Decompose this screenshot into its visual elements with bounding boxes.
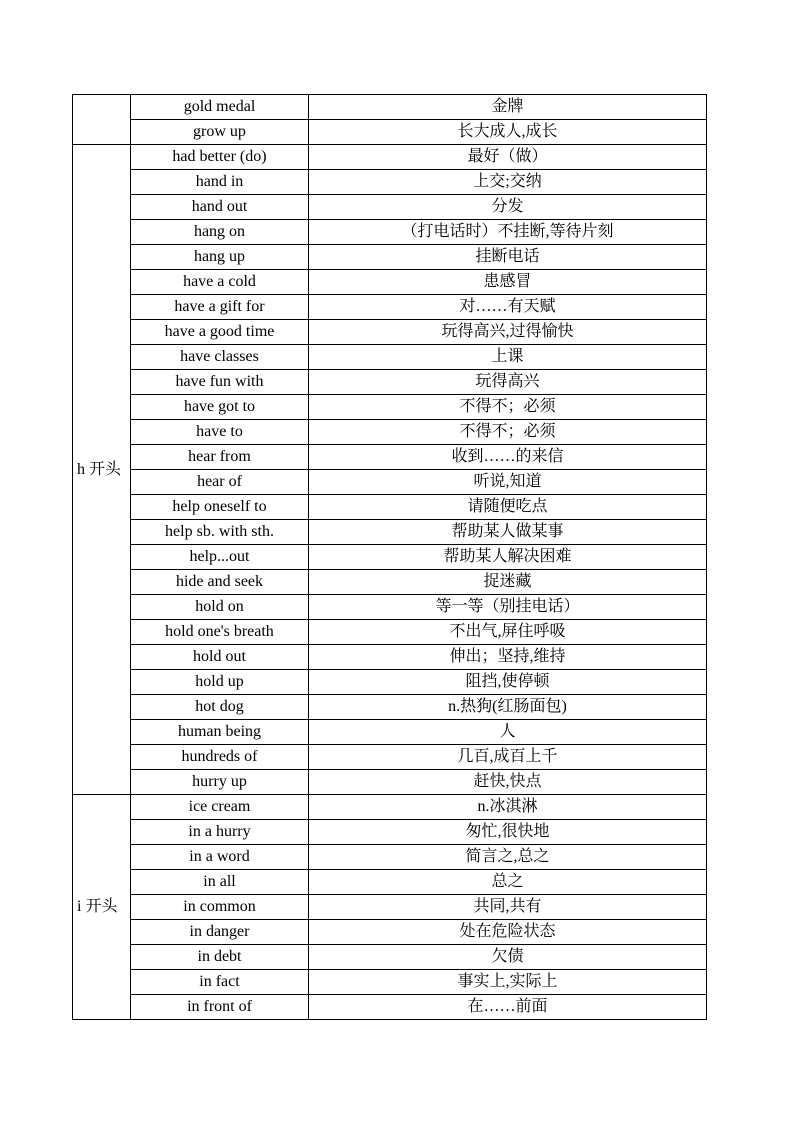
meaning-cell: 匆忙,很快地 xyxy=(309,820,707,845)
table-row xyxy=(73,720,707,745)
phrase-cell: hear from xyxy=(131,445,309,470)
table-row xyxy=(73,320,707,345)
phrase-cell: hang on xyxy=(131,220,309,245)
meaning-cell: 患感冒 xyxy=(309,270,707,295)
meaning-cell: 玩得高兴 xyxy=(309,370,707,395)
phrase-cell: have a gift for xyxy=(131,295,309,320)
table-row xyxy=(73,95,707,120)
table-row xyxy=(73,270,707,295)
meaning-cell: 在……前面 xyxy=(309,995,707,1020)
phrase-cell: hold one's breath xyxy=(131,620,309,645)
table-row xyxy=(73,745,707,770)
table-row xyxy=(73,620,707,645)
phrase-cell: have classes xyxy=(131,345,309,370)
meaning-cell: 人 xyxy=(309,720,707,745)
phrase-cell: gold medal xyxy=(131,95,309,120)
meaning-cell: 几百,成百上千 xyxy=(309,745,707,770)
meaning-cell: 欠债 xyxy=(309,945,707,970)
group-label-cell: i 开头 xyxy=(73,795,131,1020)
phrase-table xyxy=(72,94,707,1020)
table-row xyxy=(73,795,707,820)
phrase-cell: hand in xyxy=(131,170,309,195)
meaning-cell: 请随便吃点 xyxy=(309,495,707,520)
table-row xyxy=(73,920,707,945)
phrase-cell: grow up xyxy=(131,120,309,145)
meaning-cell: 处在危险状态 xyxy=(309,920,707,945)
table-row xyxy=(73,570,707,595)
phrase-cell: hear of xyxy=(131,470,309,495)
meaning-cell: 不得不；必须 xyxy=(309,420,707,445)
group-label-cell xyxy=(73,95,131,145)
table-row xyxy=(73,945,707,970)
meaning-cell: 简言之,总之 xyxy=(309,845,707,870)
meaning-cell: 最好（做） xyxy=(309,145,707,170)
table-row xyxy=(73,245,707,270)
phrase-cell: ice cream xyxy=(131,795,309,820)
phrase-cell: have got to xyxy=(131,395,309,420)
table-row xyxy=(73,170,707,195)
table-row xyxy=(73,145,707,170)
table-row xyxy=(73,995,707,1020)
meaning-cell: 收到……的来信 xyxy=(309,445,707,470)
phrase-cell: hold on xyxy=(131,595,309,620)
phrase-cell: in all xyxy=(131,870,309,895)
table-row xyxy=(73,895,707,920)
phrase-cell: have fun with xyxy=(131,370,309,395)
phrase-cell: hold out xyxy=(131,645,309,670)
phrase-cell: in a hurry xyxy=(131,820,309,845)
phrase-cell: hot dog xyxy=(131,695,309,720)
table-row xyxy=(73,120,707,145)
meaning-cell: n.冰淇淋 xyxy=(309,795,707,820)
table-row xyxy=(73,520,707,545)
table-row xyxy=(73,195,707,220)
table-row xyxy=(73,845,707,870)
meaning-cell: 上交;交纳 xyxy=(309,170,707,195)
phrase-cell: in a word xyxy=(131,845,309,870)
table-row xyxy=(73,970,707,995)
meaning-cell: 上课 xyxy=(309,345,707,370)
table-row xyxy=(73,420,707,445)
table-row xyxy=(73,445,707,470)
meaning-cell: 伸出；坚持,维持 xyxy=(309,645,707,670)
group-label-cell: h 开头 xyxy=(73,145,131,795)
phrase-cell: hurry up xyxy=(131,770,309,795)
phrase-cell: help...out xyxy=(131,545,309,570)
meaning-cell: 共同,共有 xyxy=(309,895,707,920)
table-row xyxy=(73,345,707,370)
meaning-cell: 阻挡,使停顿 xyxy=(309,670,707,695)
phrase-cell: hand out xyxy=(131,195,309,220)
meaning-cell: 玩得高兴,过得愉快 xyxy=(309,320,707,345)
phrase-cell: hold up xyxy=(131,670,309,695)
meaning-cell: 不出气,屏住呼吸 xyxy=(309,620,707,645)
phrase-cell: in fact xyxy=(131,970,309,995)
meaning-cell: （打电话时）不挂断,等待片刻 xyxy=(309,220,707,245)
meaning-cell: 对……有天赋 xyxy=(309,295,707,320)
phrase-cell: help oneself to xyxy=(131,495,309,520)
meaning-cell: 不得不；必须 xyxy=(309,395,707,420)
phrase-cell: have to xyxy=(131,420,309,445)
table-row xyxy=(73,470,707,495)
meaning-cell: 帮助某人做某事 xyxy=(309,520,707,545)
phrase-cell: hide and seek xyxy=(131,570,309,595)
table-row xyxy=(73,670,707,695)
meaning-cell: 捉迷藏 xyxy=(309,570,707,595)
phrase-cell: help sb. with sth. xyxy=(131,520,309,545)
table-row xyxy=(73,870,707,895)
meaning-cell: n.热狗(红肠面包) xyxy=(309,695,707,720)
meaning-cell: 事实上,实际上 xyxy=(309,970,707,995)
table-row xyxy=(73,220,707,245)
phrase-cell: in debt xyxy=(131,945,309,970)
table-row xyxy=(73,695,707,720)
meaning-cell: 赶快,快点 xyxy=(309,770,707,795)
table-row xyxy=(73,395,707,420)
phrase-cell: human being xyxy=(131,720,309,745)
meaning-cell: 帮助某人解决困难 xyxy=(309,545,707,570)
table-row xyxy=(73,645,707,670)
meaning-cell: 长大成人,成长 xyxy=(309,120,707,145)
phrase-cell: had better (do) xyxy=(131,145,309,170)
meaning-cell: 总之 xyxy=(309,870,707,895)
table-row xyxy=(73,770,707,795)
phrase-cell: in danger xyxy=(131,920,309,945)
table-row xyxy=(73,495,707,520)
table-row xyxy=(73,595,707,620)
phrase-cell: hang up xyxy=(131,245,309,270)
meaning-cell: 挂断电话 xyxy=(309,245,707,270)
table-row xyxy=(73,545,707,570)
phrase-cell: have a good time xyxy=(131,320,309,345)
meaning-cell: 等一等（别挂电话） xyxy=(309,595,707,620)
table-row xyxy=(73,295,707,320)
phrase-table-body xyxy=(73,95,707,1020)
phrase-cell: hundreds of xyxy=(131,745,309,770)
meaning-cell: 听说,知道 xyxy=(309,470,707,495)
meaning-cell: 分发 xyxy=(309,195,707,220)
phrase-cell: in front of xyxy=(131,995,309,1020)
meaning-cell: 金牌 xyxy=(309,95,707,120)
phrase-cell: in common xyxy=(131,895,309,920)
phrase-cell: have a cold xyxy=(131,270,309,295)
table-row xyxy=(73,820,707,845)
table-row xyxy=(73,370,707,395)
